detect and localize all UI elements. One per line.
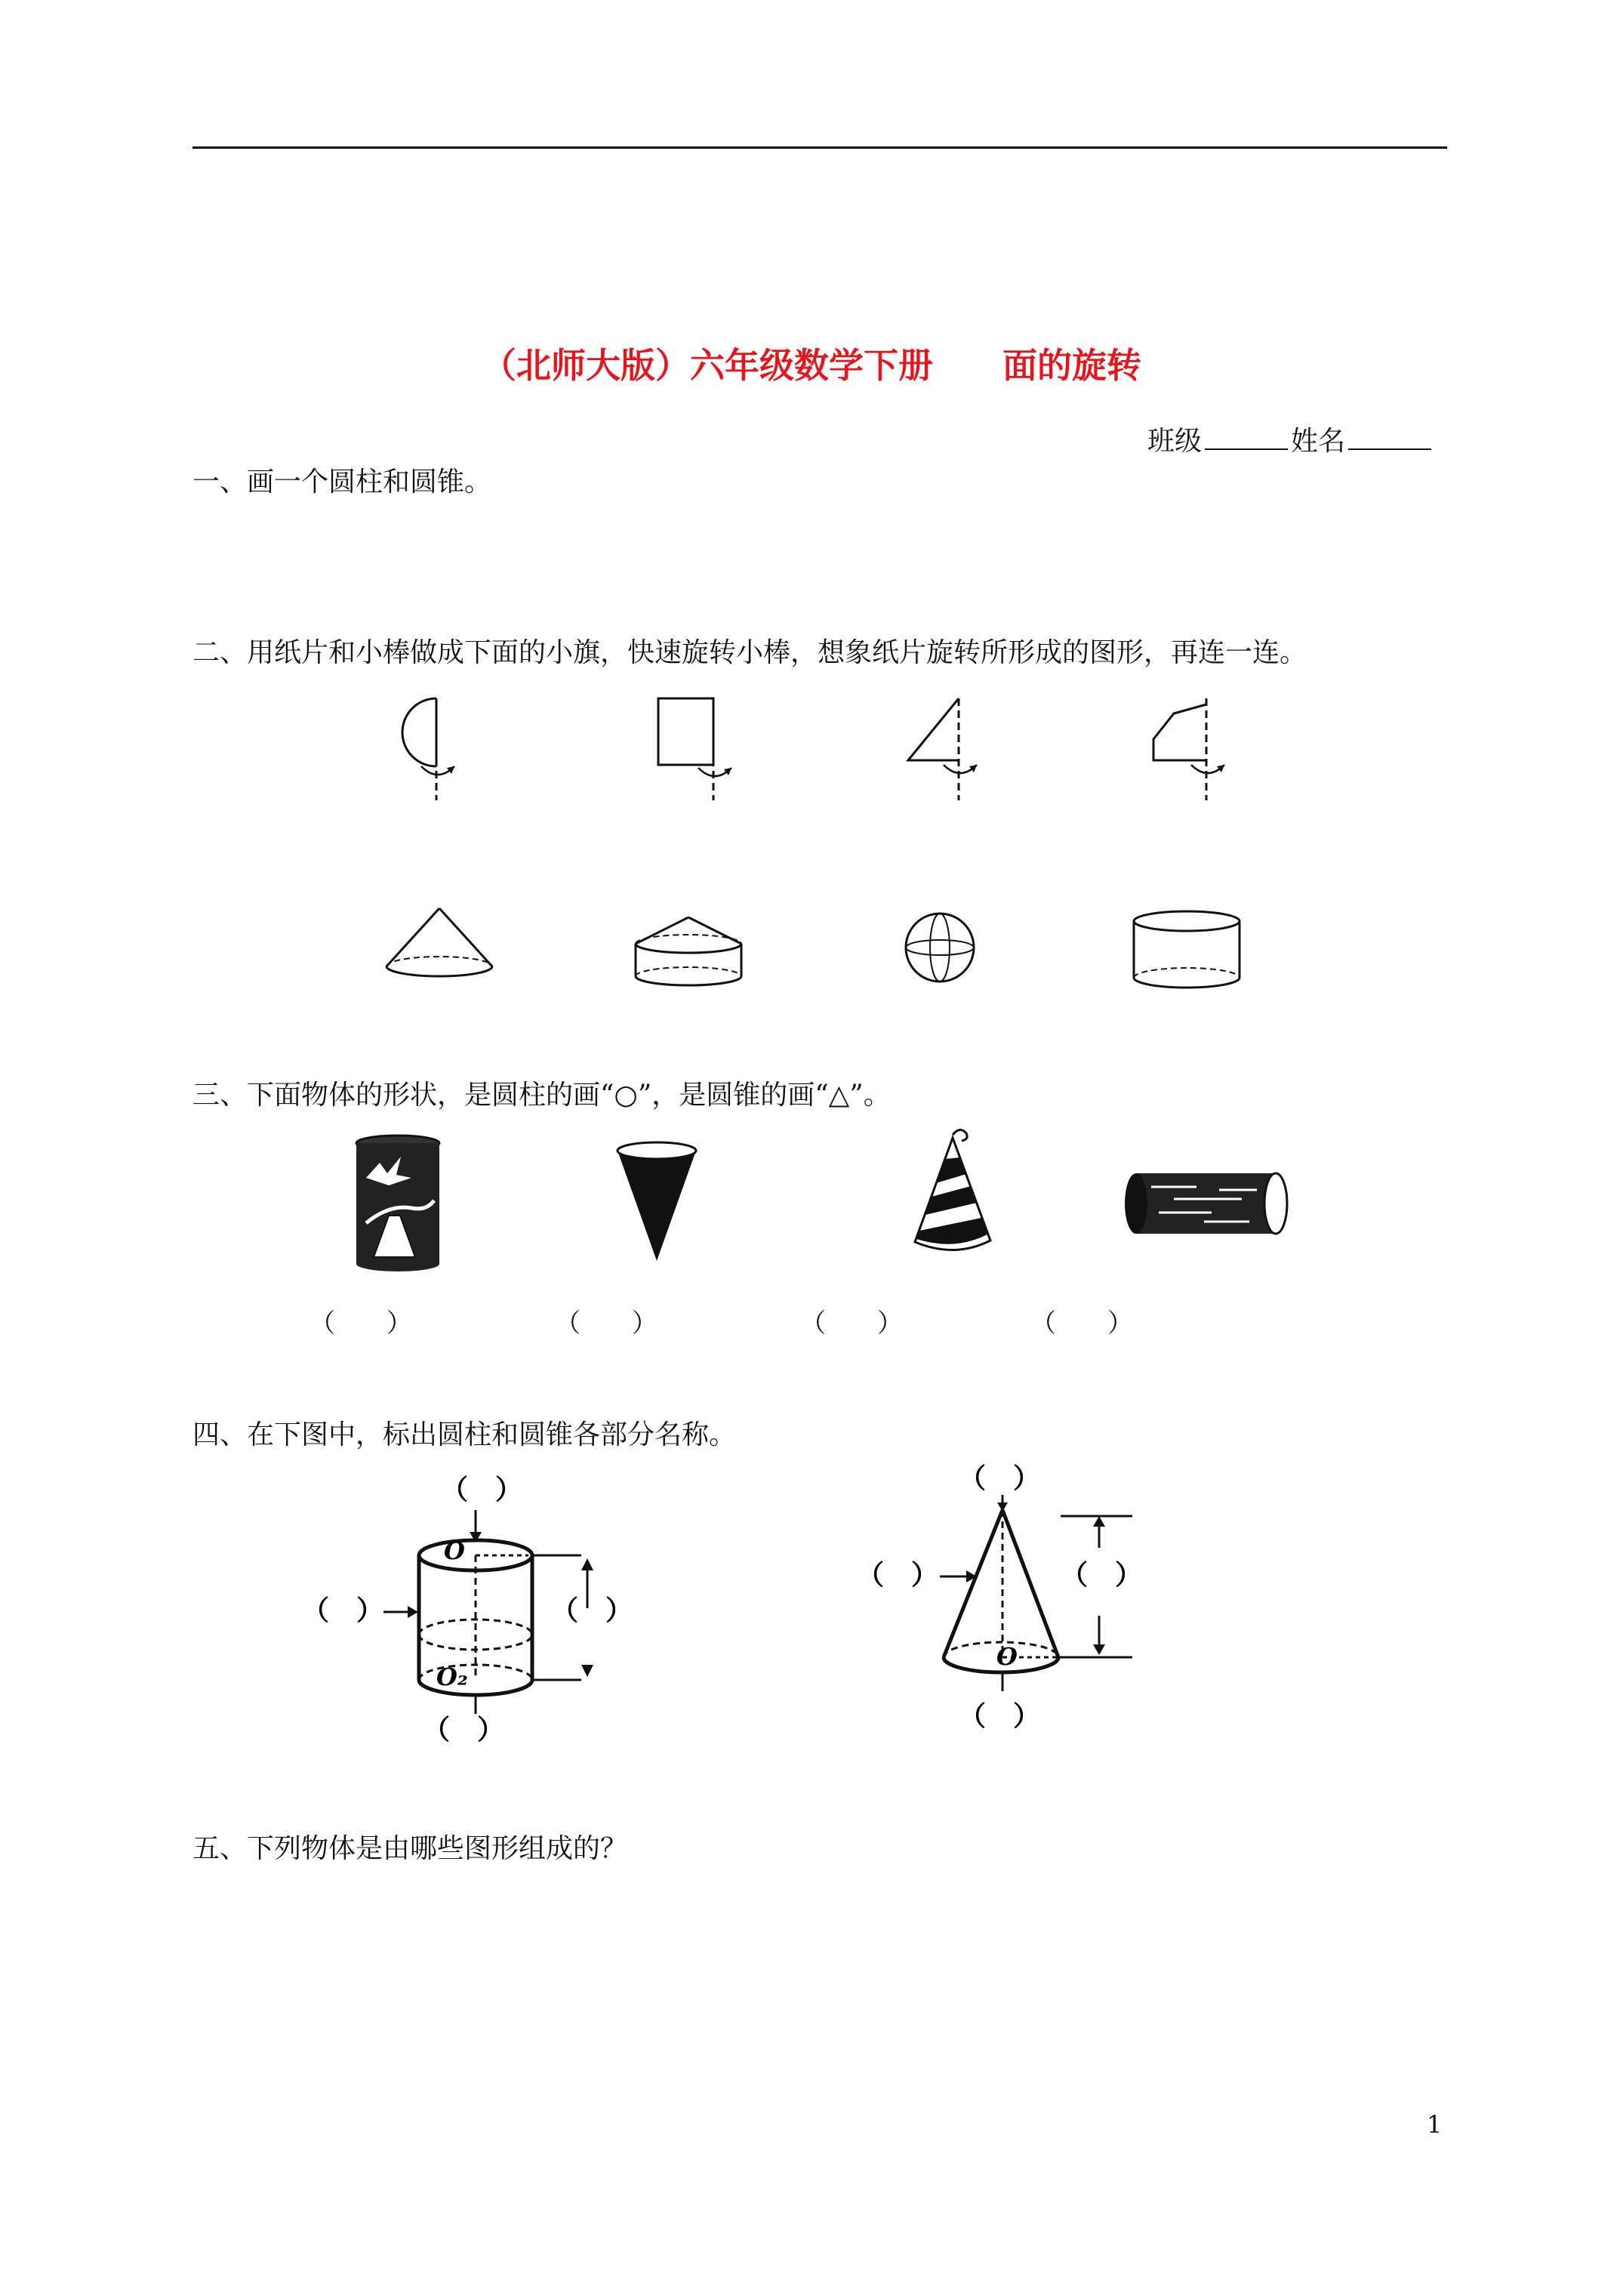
- cylinder-blank-height[interactable]: （ ）: [551, 1595, 633, 1626]
- trapezoid-flag: [1140, 691, 1261, 804]
- party-hat-object: [898, 1121, 1004, 1261]
- sphere-solid: [898, 906, 981, 989]
- cone-blank-side[interactable]: （ ）: [857, 1559, 939, 1591]
- log-object: [1121, 1169, 1291, 1240]
- cylinder-blank-bottom[interactable]: （ ）: [423, 1714, 505, 1746]
- cylinder-top-center-label: O: [444, 1536, 465, 1565]
- labeled-cylinder-diagram: [302, 1469, 694, 1755]
- q3-answer-blank-2[interactable]: （ ）: [555, 1308, 658, 1339]
- question-3: 三、下面物体的形状，是圆柱的画“○”，是圆锥的画“△”。: [192, 1080, 891, 1111]
- cone-center-label: O: [996, 1642, 1018, 1671]
- page-number: 1: [1427, 2110, 1443, 2139]
- cone-blank-apex[interactable]: （ ）: [959, 1462, 1041, 1494]
- class-label: 班级: [1147, 426, 1203, 457]
- can-object: [343, 1133, 453, 1276]
- ice-cream-cone-object: [611, 1140, 702, 1268]
- q3-answer-blank-3[interactable]: （ ）: [800, 1308, 903, 1339]
- class-name-line: [1147, 420, 1434, 458]
- question-4: 四、在下图中，标出圆柱和圆锥各部分名称。: [192, 1419, 737, 1450]
- triangle-flag: [895, 691, 1015, 804]
- cylinder-blank-top[interactable]: （ ）: [441, 1474, 523, 1505]
- name-label: 姓名: [1291, 426, 1346, 457]
- cylinder-solid: [1125, 906, 1253, 997]
- labeled-cone-diagram: [845, 1462, 1163, 1755]
- question-5: 五、下列物体是由哪些图形组成的？: [192, 1833, 628, 1864]
- cylinder-bottom-center-label: O₂: [436, 1663, 468, 1691]
- page-title: （北师大版）六年级数学下册 面的旋转: [482, 345, 1141, 386]
- question-2: 二、用纸片和小棒做成下面的小旗，快速旋转小棒，想象纸片旋转所形成的图形，再连一连。: [192, 637, 1307, 668]
- cone-on-cylinder-solid: [627, 902, 755, 1000]
- header-rule: [192, 146, 1447, 149]
- class-blank[interactable]: [1205, 426, 1288, 450]
- name-blank[interactable]: [1348, 426, 1431, 450]
- cone-blank-bottom[interactable]: （ ）: [959, 1700, 1041, 1732]
- cylinder-blank-side[interactable]: （ ）: [302, 1595, 384, 1626]
- semicircle-flag: [377, 691, 498, 804]
- q3-answer-blank-4[interactable]: （ ）: [1030, 1308, 1133, 1339]
- cone-blank-height[interactable]: （ ）: [1061, 1559, 1143, 1591]
- cone-solid: [377, 902, 506, 985]
- square-flag: [642, 691, 762, 804]
- question-1: 一、画一个圆柱和圆锥。: [192, 467, 492, 498]
- q3-answer-blank-1[interactable]: （ ）: [310, 1308, 412, 1339]
